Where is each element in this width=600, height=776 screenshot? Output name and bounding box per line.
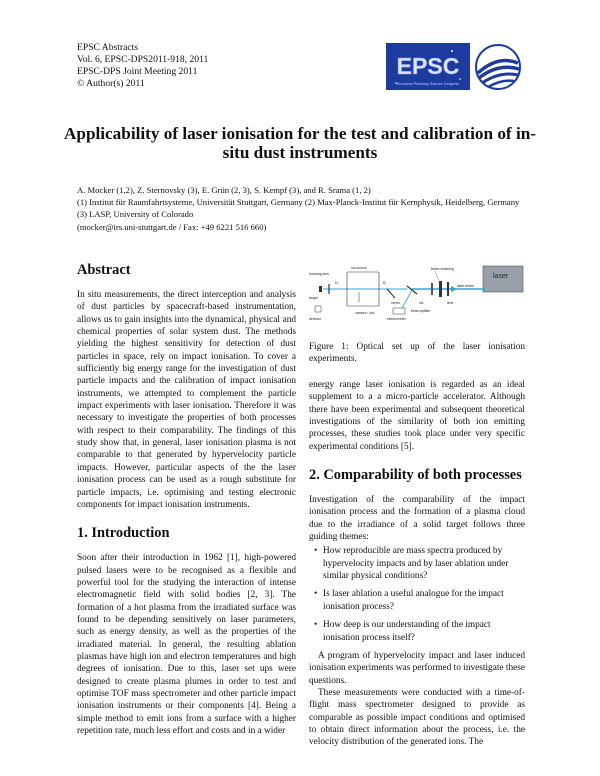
figure-label: laser beam — [457, 284, 474, 288]
list-item: • How deep is our understanding of the impact ionisation process itself? — [314, 620, 491, 643]
europlanet-globe-logo — [474, 43, 522, 91]
list-item: • How reproducible are mass spectra produced by hypervelocity impacts and by laser ablation under similar physical conditions? — [314, 546, 509, 582]
figure-label: lens — [447, 301, 454, 305]
comparability-heading: 2. Comparability of both processes — [309, 467, 522, 484]
figure-label: detector — [309, 317, 322, 321]
author-block — [77, 184, 527, 233]
author-names: A. Mocker (1,2), Z. Sternovsky (3), E. Grün (2, 3), S. Kempf (3), and R. Srama (1, 2) — [77, 185, 371, 195]
figure-label: laser — [493, 273, 509, 280]
abstract-heading: Abstract — [77, 262, 131, 278]
introduction-heading: 1. Introduction — [77, 525, 170, 542]
figure-caption: Figure 1: Optical set up of the laser ionisation experiments. — [309, 342, 525, 365]
guiding-themes-list — [309, 545, 525, 643]
header-line: EPSC Abstracts — [77, 42, 139, 53]
header-line: © Author(s) 2011 — [77, 78, 145, 89]
paper-title: Applicability of laser ionisation for the test and calibration of in-situ dust instruments — [63, 124, 537, 162]
header-line: EPSC-DPS Joint Meeting 2011 — [77, 66, 198, 77]
right-column — [309, 379, 525, 749]
left-column — [77, 262, 296, 737]
journal-header — [77, 42, 208, 90]
comparability-para-1: A program of hypervelocity impact and laser induced ionisation experiments was performed to investigate these questions. — [309, 650, 525, 686]
figure-label: beam widening — [431, 267, 454, 271]
continuation-text: energy range laser ionisation is regarded as an ideal supplement to a a micro-particle accelerator. Although there have been experimental and subsequent theoretical investigations of the similarity of both ion emitting processes, these studies took place under very specific experimental conditions [5]. — [309, 380, 525, 452]
optical-setup-figure — [307, 262, 525, 344]
svg-text:European Planetary Science Con: European Planetary Science Congress — [397, 82, 459, 86]
figure-label: f1 — [335, 281, 338, 285]
figure-label: mirror — [391, 301, 400, 305]
author-contact: (mocker@irs.uni-stuttgart.de / Fax: +49 6221 516 660) — [77, 221, 267, 232]
figure-label: target — [309, 296, 318, 300]
figure-label: ion source — [351, 266, 367, 270]
figure-label: beam splitter — [411, 309, 431, 313]
comparability-para-2: These measurements were conducted with a time-of-flight mass spectrometer designed to provide as comparable as possible impact conditions and optimised to obtain direct information about the process, i.e. the velocity distribution of the generated ions. The — [309, 687, 525, 748]
abstract-text: In situ measurements, the direct interception and analysis of dust particles by spacecraft-based instrumentation, allows us to gain insights into the dynamical, physical and chemical properties of solar system dust. The methods yielding the highest sensitivity for detection of dust particles in space, rely on impact ionisation. To cover a sufficiently big energy range for the investigation of dust particle impacts and the calibration of impact ionisation instruments, we attempted to complement the particle impact experiments with laser ionisation. Therefore it was necessary to investigate the properties of both processes with respect to their comparability. The findings of this study show that, in general, laser ionisation plasma is not comparable to that generated by hypervelocity particle impacts. However, particular aspects of the the laser ionisation process can be used as a rough substitute for particle impacts, i.e. optimising and testing electronic components for impact ionisation instruments. — [77, 290, 296, 510]
introduction-text: Soon after their introduction in 1962 [1], high-powered pulsed lasers were to be recognised as a flexible and powerful tool for the studying the interaction of intense electromagnetic field with solid bodies [2, 3]. The formation of a hot plasma from the irradiated surface was found to be depending sensitively on laser parameters, such as energy density, as well as the properties of the irradiated material. In general, the resulting ablation plasmas have high ion and electron temperatures and high degrees of ionisation. Due to this, laser set ups were designed to create plasma plumes in order to test and optimise TOF mass spectrometer and other particle impact ionisation instruments or their components [4]. Being a simple method to emit ions from a surface with a higher repetition rate, much less effort and costs and in a wider — [77, 553, 296, 736]
figure-label: f2 — [383, 281, 386, 285]
figure-label: electrometer — [387, 317, 406, 321]
author-affiliations: (1) Institut für Raumfahrtsysteme, Universität Stuttgart, Germany (2) Max-Planck-Institut für Kernphysik, Heidelberg, Germany (3) LASP, University of Colorado — [77, 197, 520, 220]
epsc-logo — [386, 43, 470, 90]
list-item: • Is laser ablation a useful analogue for the impact ionisation process? — [314, 589, 504, 612]
header-line: Vol. 6, EPSC-DPS2011-918, 2011 — [77, 54, 209, 65]
svg-text:EPSC: EPSC — [396, 53, 460, 79]
comparability-intro: Investigation of the comparability of the impact ionisation process and the formation of a plasma cloud due to the irradiance of a solid target follows three guiding themes: — [309, 495, 525, 543]
figure-label: camera / ccd — [355, 311, 375, 315]
figure-label: iris — [419, 301, 424, 305]
figure-label: focusing lens — [309, 272, 329, 276]
